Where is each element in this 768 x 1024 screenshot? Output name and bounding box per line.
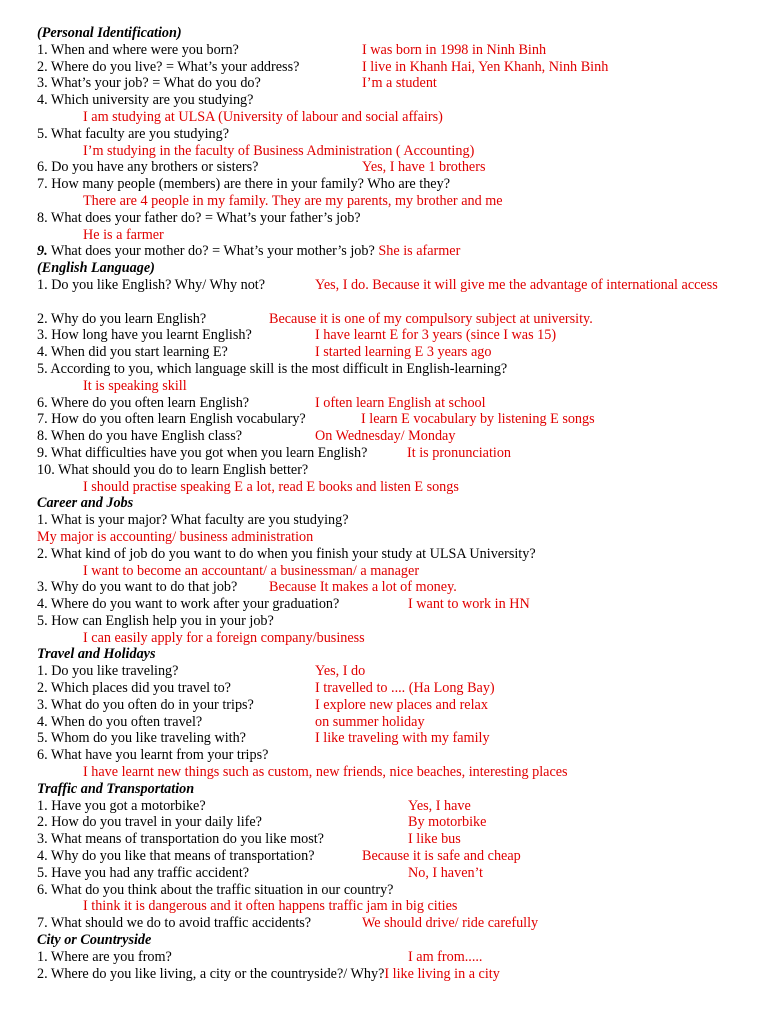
question: 6. Do you have any brothers or sisters? bbox=[37, 159, 259, 176]
qa-row bbox=[37, 898, 737, 915]
qa-row bbox=[37, 243, 737, 260]
question: 5. What faculty are you studying? bbox=[37, 125, 230, 142]
question-number: 9. bbox=[37, 243, 48, 260]
question: 5. Have you had any traffic accident? bbox=[37, 864, 250, 881]
qa-row bbox=[37, 798, 737, 815]
question: 2. Which places did you travel to? bbox=[37, 680, 231, 697]
answer: He is a farmer bbox=[83, 226, 164, 243]
qa-row bbox=[37, 865, 737, 882]
question: 4. Where do you want to work after your graduation? bbox=[37, 596, 340, 613]
question: 9. What difficulties have you got when you learn English? bbox=[37, 444, 368, 461]
qa-row bbox=[37, 529, 737, 546]
question: 4. When do you often travel? bbox=[37, 713, 203, 730]
question: 5. According to you, which language skill is the most difficult in English-learning? bbox=[37, 360, 508, 377]
answer: I have learnt E for 3 years (since I was 15) bbox=[315, 327, 557, 344]
answer: I want to work in HN bbox=[408, 596, 530, 613]
qa-row bbox=[37, 344, 737, 361]
section-heading: Traffic and Transportation bbox=[37, 780, 195, 797]
answer: There are 4 people in my family. They are my parents, my brother and me bbox=[83, 192, 503, 209]
qa-row bbox=[37, 126, 737, 143]
qa-row bbox=[37, 546, 737, 563]
qa-row bbox=[37, 596, 737, 613]
answer: Yes, I have 1 brothers bbox=[362, 159, 486, 176]
answer: I like bus bbox=[408, 831, 461, 848]
qa-row bbox=[37, 428, 737, 445]
question: 3. What’s your job? = What do you do? bbox=[37, 75, 261, 92]
qa-row bbox=[37, 378, 737, 395]
qa-row bbox=[37, 680, 737, 697]
question: 3. What do you often do in your trips? bbox=[37, 696, 254, 713]
qa-row bbox=[37, 59, 737, 76]
qa-row bbox=[37, 411, 737, 428]
qa-row bbox=[37, 327, 737, 344]
answer: I think it is dangerous and it often happens traffic jam in big cities bbox=[83, 898, 458, 915]
qa-row bbox=[37, 747, 737, 764]
qa-row bbox=[37, 159, 737, 176]
answer: I like traveling with my family bbox=[315, 730, 490, 747]
qa-row bbox=[37, 176, 737, 193]
qa-row bbox=[37, 697, 737, 714]
question bbox=[37, 966, 500, 983]
qa-row bbox=[37, 814, 737, 831]
qa-row bbox=[37, 563, 737, 580]
answer: Because it is one of my compulsory subject at university. bbox=[269, 310, 593, 327]
qa-row bbox=[37, 42, 737, 59]
answer: Because It makes a lot of money. bbox=[269, 579, 457, 596]
qa-row bbox=[37, 730, 737, 747]
section-heading: (Personal Identification) bbox=[37, 25, 182, 41]
qa-row bbox=[37, 143, 737, 160]
qa-row bbox=[37, 462, 737, 479]
qa-row bbox=[37, 75, 737, 92]
answer: I live in Khanh Hai, Yen Khanh, Ninh Binh bbox=[362, 58, 609, 75]
qa-row bbox=[37, 613, 737, 630]
qa-row bbox=[37, 227, 737, 244]
qa-row bbox=[37, 395, 737, 412]
question: 8. What does your father do? = What’s your father’s job? bbox=[37, 209, 361, 226]
question: 1. What is your major? What faculty are you studying? bbox=[37, 512, 349, 529]
answer: on summer holiday bbox=[315, 713, 425, 730]
section-heading: Career and Jobs bbox=[37, 495, 134, 512]
answer: Yes, I do. Because it will give me the advantage of international access bbox=[315, 276, 718, 293]
section-heading: Travel and Holidays bbox=[37, 646, 156, 663]
answer: We should drive/ ride carefully bbox=[362, 915, 539, 932]
question: 7. How do you often learn English vocabulary? bbox=[37, 411, 306, 428]
section-heading: (English Language) bbox=[37, 260, 155, 277]
qa-row bbox=[37, 949, 737, 966]
answer: She is afarmer bbox=[378, 243, 461, 260]
question: 4. When did you start learning E? bbox=[37, 344, 228, 361]
answer: No, I haven’t bbox=[408, 864, 483, 881]
answer: My major is accounting/ business administration bbox=[37, 528, 314, 545]
qa-row bbox=[37, 831, 737, 848]
answer: I explore new places and relax bbox=[315, 696, 488, 713]
qa-row bbox=[37, 882, 737, 899]
question: 7. How many people (members) are there in your family? Who are they? bbox=[37, 176, 450, 193]
qa-row bbox=[37, 915, 737, 932]
qa-row bbox=[37, 579, 737, 596]
answer: I often learn English at school bbox=[315, 394, 486, 411]
question: 4. Why do you like that means of transportation? bbox=[37, 848, 315, 865]
answer: I started learning E 3 years ago bbox=[315, 344, 492, 361]
qa-row bbox=[37, 277, 737, 311]
question: 2. How do you travel in your daily life? bbox=[37, 814, 262, 831]
question: 2. Where do you live? = What’s your address? bbox=[37, 58, 300, 75]
answer: I learn E vocabulary by listening E songs bbox=[361, 411, 595, 428]
answer: Yes, I do bbox=[315, 663, 366, 680]
qa-row bbox=[37, 966, 737, 983]
answer: Because it is safe and cheap bbox=[362, 848, 521, 865]
answer: I like living in a city bbox=[384, 965, 500, 982]
qa-row bbox=[37, 630, 737, 647]
question: 1. Where are you from? bbox=[37, 948, 172, 965]
question: 7. What should we do to avoid traffic accidents? bbox=[37, 915, 312, 932]
document bbox=[37, 25, 737, 982]
question: 1. Have you got a motorbike? bbox=[37, 797, 206, 814]
answer: Yes, I have bbox=[408, 797, 471, 814]
question: 5. How can English help you in your job? bbox=[37, 612, 274, 629]
answer: On Wednesday/ Monday bbox=[315, 428, 456, 445]
question: 3. How long have you learnt English? bbox=[37, 327, 252, 344]
question-text: 2. Where do you like living, a city or the countryside?/ Why? bbox=[37, 965, 385, 982]
answer: I am from..... bbox=[408, 948, 483, 965]
answer: I was born in 1998 in Ninh Binh bbox=[362, 41, 547, 58]
question: 1. When and where were you born? bbox=[37, 41, 239, 58]
qa-row bbox=[37, 311, 737, 328]
qa-row bbox=[37, 361, 737, 378]
question: 3. Why do you want to do that job? bbox=[37, 579, 238, 596]
question: 4. Which university are you studying? bbox=[37, 92, 254, 109]
question: 2. Why do you learn English? bbox=[37, 310, 207, 327]
question: 6. Where do you often learn English? bbox=[37, 394, 250, 411]
qa-row bbox=[37, 193, 737, 210]
question-text: What does your mother do? = What’s your mother’s job? bbox=[47, 243, 375, 260]
qa-row bbox=[37, 445, 737, 462]
answer: I’m studying in the faculty of Business Administration ( Accounting) bbox=[83, 142, 475, 159]
section-heading: City or Countryside bbox=[37, 932, 152, 949]
answer: I travelled to .... (Ha Long Bay) bbox=[315, 680, 495, 697]
question: 1. Do you like traveling? bbox=[37, 663, 179, 680]
question: 5. Whom do you like traveling with? bbox=[37, 730, 246, 747]
qa-row bbox=[37, 479, 737, 496]
answer: I’m a student bbox=[362, 75, 437, 92]
question bbox=[37, 277, 727, 294]
question bbox=[37, 243, 460, 260]
answer: It is speaking skill bbox=[83, 377, 187, 394]
qa-row bbox=[37, 210, 737, 227]
qa-row bbox=[37, 512, 737, 529]
qa-row bbox=[37, 92, 737, 109]
question: 8. When do you have English class? bbox=[37, 428, 243, 445]
question: 6. What have you learnt from your trips? bbox=[37, 747, 269, 764]
answer: It is pronunciation bbox=[407, 444, 512, 461]
question: 10. What should you do to learn English better? bbox=[37, 461, 309, 478]
answer: I should practise speaking E a lot, read E books and listen E songs bbox=[83, 478, 459, 495]
answer: I want to become an accountant/ a businessman/ a manager bbox=[83, 562, 420, 579]
answer: I am studying at ULSA (University of labour and social affairs) bbox=[83, 108, 443, 125]
answer: I have learnt new things such as custom, new friends, nice beaches, interesting places bbox=[83, 764, 568, 781]
answer: By motorbike bbox=[408, 814, 487, 831]
question: 6. What do you think about the traffic situation in our country? bbox=[37, 881, 394, 898]
qa-row bbox=[37, 109, 737, 126]
qa-row bbox=[37, 764, 737, 781]
question: 2. What kind of job do you want to do when you finish your study at ULSA University? bbox=[37, 545, 536, 562]
qa-row bbox=[37, 848, 737, 865]
answer: I can easily apply for a foreign company/business bbox=[83, 629, 365, 646]
qa-row bbox=[37, 714, 737, 731]
qa-row bbox=[37, 663, 737, 680]
question-text: 1. Do you like English? Why/ Why not? bbox=[37, 276, 266, 293]
question: 3. What means of transportation do you like most? bbox=[37, 831, 324, 848]
